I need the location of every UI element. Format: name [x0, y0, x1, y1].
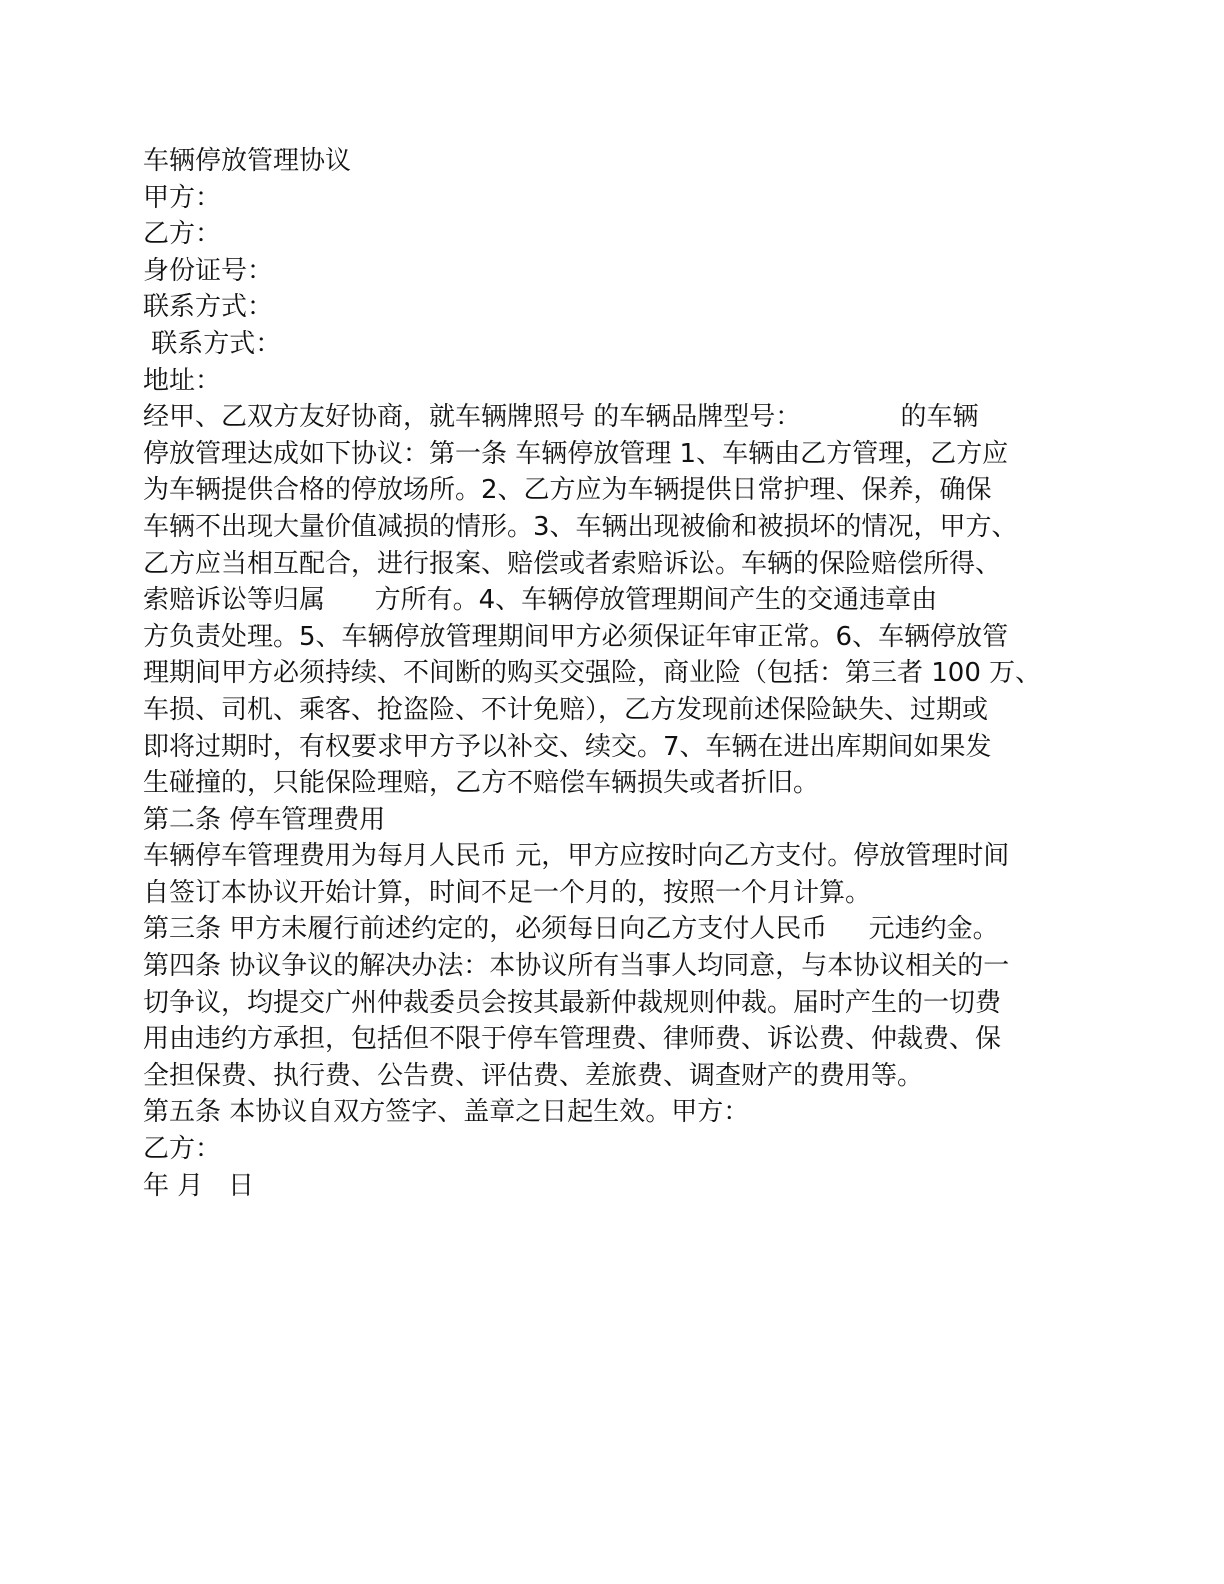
body-line: 乙方应当相互配合，进行报案、赔偿或者索赔诉讼。车辆的保险赔偿所得、	[143, 548, 1002, 579]
contact-label: 联系方式：	[143, 292, 274, 323]
article-2-heading: 第二条 停车管理费用	[143, 804, 386, 835]
body-line: 理期间甲方必须持续、不间断的购买交强险，商业险（包括：第三者 100 万、	[143, 658, 1042, 689]
body-line: 车辆停车管理费用为每月人民币 元，甲方应按时向乙方支付。停放管理时间	[143, 841, 1010, 872]
date-line: 年 月 日	[143, 1170, 255, 1201]
body-line: 全担保费、执行费、公告费、评估费、差旅费、调查财产的费用等。	[143, 1060, 924, 1091]
body-line: 为车辆提供合格的停放场所。2、乙方应为车辆提供日常护理、保养，确保	[143, 475, 992, 506]
body-line: 生碰撞的，只能保险理赔，乙方不赔偿车辆损失或者折旧。	[143, 768, 820, 799]
id-number-label: 身份证号：	[143, 255, 274, 286]
party-b-signature: 乙方：	[143, 1134, 222, 1165]
article-3: 第三条 甲方未履行前述约定的，必须每日向乙方支付人民币 元违约金。	[143, 914, 999, 945]
address-label: 地址：	[143, 365, 222, 396]
document-title: 车辆停放管理协议	[143, 146, 352, 176]
body-line: 经甲、乙双方友好协商，就车辆牌照号 的车辆品牌型号： 的车辆	[143, 402, 979, 433]
body-line: 车损、司机、乘客、抢盗险、不计免赔），乙方发现前述保险缺失、过期或	[143, 694, 989, 725]
body-line: 自签订本协议开始计算，时间不足一个月的，按照一个月计算。	[143, 877, 872, 908]
article-5: 第五条 本协议自双方签字、盖章之日起生效。甲方：	[143, 1097, 750, 1128]
body-line: 方负责处理。5、车辆停放管理期间甲方必须保证年审正常。6、车辆停放管	[143, 621, 1009, 652]
body-line: 车辆不出现大量价值减损的情形。3、车辆出现被偷和被损坏的情况，甲方、	[143, 511, 1018, 542]
body-line: 即将过期时，有权要求甲方予以补交、续交。7、车辆在进出库期间如果发	[143, 731, 992, 762]
party-a-label: 甲方：	[143, 182, 222, 213]
party-b-label: 乙方：	[143, 219, 222, 250]
body-line: 索赔诉讼等归属 方所有。4、车辆停放管理期间产生的交通违章由	[143, 585, 938, 616]
contact-label-2: 联系方式：	[143, 328, 282, 359]
article-4: 第四条 协议争议的解决办法：本协议所有当事人均同意，与本协议相关的一	[143, 951, 1010, 982]
body-line: 切争议，均提交广州仲裁委员会按其最新仲裁规则仲裁。届时产生的一切费	[143, 987, 1002, 1018]
body-line: 停放管理达成如下协议：第一条 车辆停放管理 1、车辆由乙方管理，乙方应	[143, 438, 1009, 469]
document-page	[143, 143, 1083, 1204]
body-line: 用由违约方承担，包括但不限于停车管理费、律师费、诉讼费、仲裁费、保	[143, 1024, 1002, 1055]
